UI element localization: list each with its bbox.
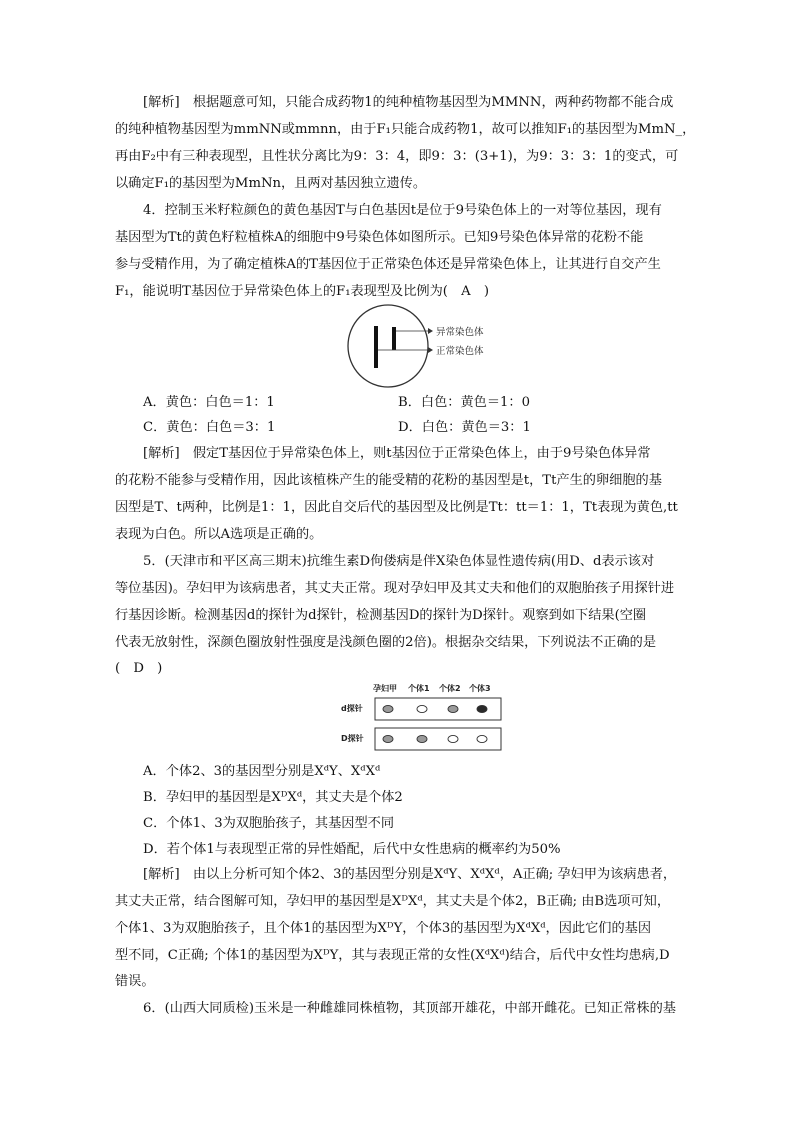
row-label-D-probe: D探针 <box>341 734 364 743</box>
q5-option-a: A．个体2、3的基因型分别是XᵈY、XᵈXᵈ <box>143 764 381 779</box>
question-5-line-2: 等位基因)。孕妇甲为该病患者，其丈夫正常。现对孕妇甲及其丈夫和他们的双胞胎孩子用探针进 <box>115 581 675 596</box>
question-4-line-1: 4．控制玉米籽粒颜色的黄色基因T与白色基因t是位于9号染色体上的一对等位基因，现有 <box>143 203 662 218</box>
label-abnormal-chromosome: 异常染色体 <box>436 327 484 338</box>
header-individual-3: 个体3 <box>469 684 491 693</box>
q4-option-a: A．黄色：白色＝1：1 <box>143 395 275 410</box>
chromosome-figure <box>345 302 525 390</box>
question-4-line-3: 参与受精作用，为了确定植株A的T基因位于正常染色体还是异常染色体上，让其进行自交产生 <box>115 257 661 272</box>
header-individual-1: 个体1 <box>408 684 430 693</box>
D-probe-dot-4-empty <box>477 735 487 742</box>
analysis-2-line-1: [解析] 假定T基因位于异常染色体上，则t基因位于正常染色体上，由于9号染色体异常 <box>143 446 651 461</box>
analysis-1-line-2: 的纯种植物基因型为mmNN或mmnn，由于F₁只能合成药物1，故可以推知F₁的基因型为MmN_， <box>115 122 696 137</box>
D-probe-dot-3-empty <box>448 735 458 742</box>
cell-outline <box>348 305 428 387</box>
analysis-1-line-1: [解析] 根据题意可知，只能合成药物1的纯种植物基因型为MMNN，两种药物都不能合成 <box>143 95 674 110</box>
d-probe-dot-2-empty <box>417 705 427 712</box>
q5-option-b: B．孕妇甲的基因型是XᴰXᵈ，其丈夫是个体2 <box>143 790 403 805</box>
header-individual-2: 个体2 <box>439 684 461 693</box>
D-probe-dot-2-light <box>417 735 427 742</box>
question-6-line-1: 6．(山西大同质检)玉米是一种雌雄同株植物，其顶部开雄花，中部开雌花。已知正常株的基 <box>143 1001 676 1016</box>
analysis-3-line-1: [解析] 由以上分析可知个体2、3的基因型分别是XᵈY、XᵈXᵈ，A正确; 孕妇甲为该病患者， <box>143 867 677 882</box>
D-probe-dot-1-light <box>383 735 393 742</box>
question-5-line-4: 代表无放射性，深颜色圈放射性强度是浅颜色圈的2倍)。根据杂交结果，下列说法不正确的是 <box>115 635 657 650</box>
abnormal-chromosome <box>392 327 396 350</box>
question-5-line-5: ( D ) <box>115 661 163 676</box>
analysis-2-line-3: 因型是T、t两种，比例是1：1，因此自交后代的基因型及比例是Tt：tt＝1：1，Tt表现为黄色,tt <box>115 500 678 515</box>
question-4-line-2: 基因型为Tt的黄色籽粒植株A的细胞中9号染色体如图所示。已知9号染色体异常的花粉不能 <box>115 230 644 245</box>
q4-option-d: D．白色：黄色＝3：1 <box>398 420 531 435</box>
question-5-line-3: 行基因诊断。检测基因d的探针为d探针，检测基因D的探针为D探针。观察到如下结果(空圈 <box>115 608 647 623</box>
analysis-3-line-5: 错误。 <box>115 974 155 989</box>
q5-option-d: D．若个体1与表现型正常的异性婚配，后代中女性患病的概率约为50% <box>143 842 561 857</box>
arrow-icon <box>428 347 433 353</box>
row-label-d-probe: d探针 <box>341 704 363 713</box>
question-5-line-1: 5．(天津市和平区高三期末)抗维生素D佝偻病是伴X染色体显性遗传病(用D、d表示该对 <box>143 554 655 569</box>
q5-option-c: C．个体1、3为双胞胎孩子，其基因型不同 <box>143 816 395 831</box>
analysis-2-line-2: 的花粉不能参与受精作用，因此该植株产生的能受精的花粉的基因型是t，Tt产生的卵细胞的基 <box>115 473 662 488</box>
q4-option-b: B．白色：黄色＝1：0 <box>398 395 530 410</box>
header-pregnant-woman: 孕妇甲 <box>373 684 397 693</box>
d-probe-dot-1-light <box>383 705 393 712</box>
d-probe-dot-3-light <box>448 705 458 712</box>
label-normal-chromosome: 正常染色体 <box>436 346 484 357</box>
analysis-2-line-4: 表现为白色。所以A选项是正确的。 <box>115 527 323 542</box>
normal-chromosome <box>374 326 378 368</box>
d-probe-dot-4-dark <box>477 705 487 712</box>
question-4-line-4: F₁，能说明T基因位于异常染色体上的F₁表现型及比例为( A ) <box>115 284 489 299</box>
arrow-icon <box>428 328 433 334</box>
q4-option-c: C．黄色：白色＝3：1 <box>143 420 276 435</box>
analysis-3-line-3: 个体1、3为双胞胎孩子，且个体1的基因型为XᴰY，个体3的基因型为XᵈXᵈ，因此它们的基因 <box>115 921 652 936</box>
analysis-1-line-3: 再由F₂中有三种表现型，且性状分离比为9：3：4，即9：3：(3+1)，为9：3：3：1的变式，可 <box>115 149 679 164</box>
analysis-1-line-4: 以确定F₁的基因型为MmNn，且两对基因独立遗传。 <box>115 176 427 191</box>
analysis-3-line-2: 其丈夫正常，结合图解可知，孕妇甲的基因型是XᴰXᵈ，其丈夫是个体2，B正确; 由B选项可知， <box>115 894 671 909</box>
probe-result-figure <box>340 682 510 752</box>
analysis-3-line-4: 型不同，C正确; 个体1的基因型为XᴰY，其与表现正常的女性(XᵈXᵈ)结合，后代中女性均患病,D <box>115 948 670 963</box>
